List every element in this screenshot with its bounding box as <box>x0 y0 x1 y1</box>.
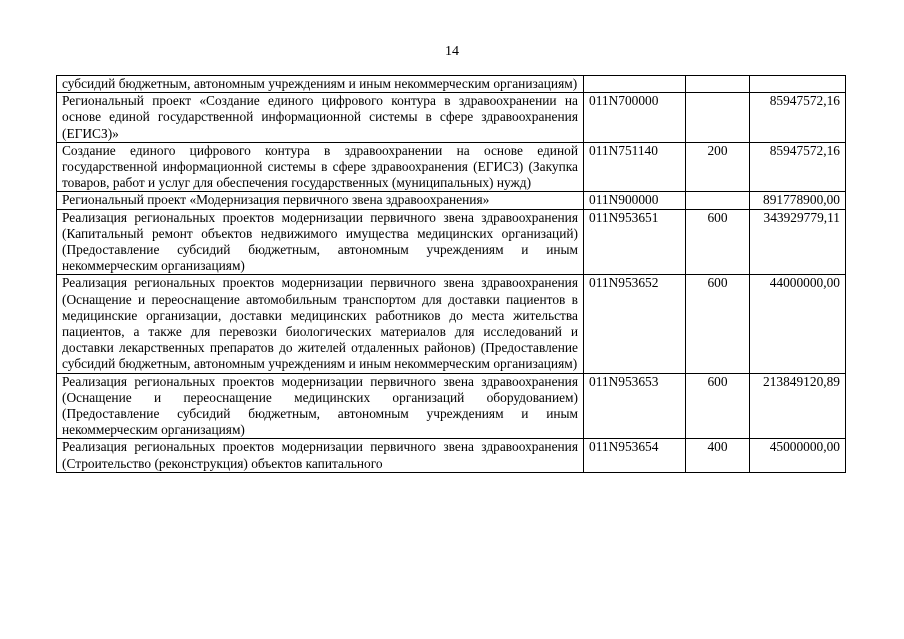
row-name-cell: субсидий бюджетным, автономным учреждениям и иным некоммерческим организациям) <box>57 76 584 93</box>
table-row <box>57 192 846 209</box>
table-row <box>57 76 846 93</box>
row-code-cell: 011N953652 <box>584 275 686 373</box>
row-name-cell: Реализация региональных проектов модернизации первичного звена здравоохранения (Оснащение и переоснащение медицинских организаций оборудованием) (Предоставление субсидий бюджетным, автономным учреждениям и иным некоммерческим организациям) <box>57 373 584 439</box>
row-type-cell <box>686 192 750 209</box>
row-sum-cell: 85947572,16 <box>750 142 846 192</box>
row-type-cell: 200 <box>686 142 750 192</box>
row-sum-cell: 213849120,89 <box>750 373 846 439</box>
row-code-cell: 011N953653 <box>584 373 686 439</box>
row-sum-cell: 891778900,00 <box>750 192 846 209</box>
row-code-cell: 011N900000 <box>584 192 686 209</box>
page-number: 14 <box>445 44 459 59</box>
budget-table <box>56 75 846 473</box>
row-sum-cell: 343929779,11 <box>750 209 846 275</box>
row-type-cell: 400 <box>686 439 750 472</box>
row-name-cell: Региональный проект «Модернизация первичного звена здравоохранения» <box>57 192 584 209</box>
row-type-cell <box>686 93 750 143</box>
row-code-cell: 011N953654 <box>584 439 686 472</box>
table-row <box>57 373 846 439</box>
row-name-cell: Региональный проект «Создание единого цифрового контура в здравоохранении на основе единой государственной информационной системы в сфере здравоохранения (ЕГИСЗ)» <box>57 93 584 143</box>
row-name-cell: Реализация региональных проектов модернизации первичного звена здравоохранения (Оснащение и переоснащение автомобильным транспортом для доставки пациентов в медицинские организации, доставки медицинских работников до места жительства пациентов, а также для перевозки биологических материалов для исследований и доставки лекарственных препаратов до жителей отдаленных районов) (Предоставление субсидий бюджетным, автономным учреждениям и иным некоммерческим организациям) <box>57 275 584 373</box>
row-type-cell: 600 <box>686 209 750 275</box>
table-row <box>57 142 846 192</box>
row-code-cell: 011N700000 <box>584 93 686 143</box>
row-sum-cell <box>750 76 846 93</box>
row-sum-cell: 45000000,00 <box>750 439 846 472</box>
table-row <box>57 439 846 472</box>
row-code-cell: 011N751140 <box>584 142 686 192</box>
table-row <box>57 275 846 373</box>
row-name-cell: Реализация региональных проектов модернизации первичного звена здравоохранения (Капитальный ремонт объектов недвижимого имущества медицинских организаций) (Предоставление субсидий бюджетным, автономным учреждениям и иным некоммерческим организациям) <box>57 209 584 275</box>
row-code-cell <box>584 76 686 93</box>
row-code-cell: 011N953651 <box>584 209 686 275</box>
row-name-cell: Создание единого цифрового контура в здравоохранении на основе единой государственной информационной системы в сфере здравоохранения (ЕГИСЗ) (Закупка товаров, работ и услуг для обеспечения государственных (муниципальных) нужд) <box>57 142 584 192</box>
row-type-cell: 600 <box>686 275 750 373</box>
row-sum-cell: 85947572,16 <box>750 93 846 143</box>
table-row <box>57 209 846 275</box>
row-type-cell: 600 <box>686 373 750 439</box>
row-name-cell: Реализация региональных проектов модернизации первичного звена здравоохранения (Строительство (реконструкция) объектов капитального <box>57 439 584 472</box>
row-sum-cell: 44000000,00 <box>750 275 846 373</box>
row-type-cell <box>686 76 750 93</box>
table-row <box>57 93 846 143</box>
